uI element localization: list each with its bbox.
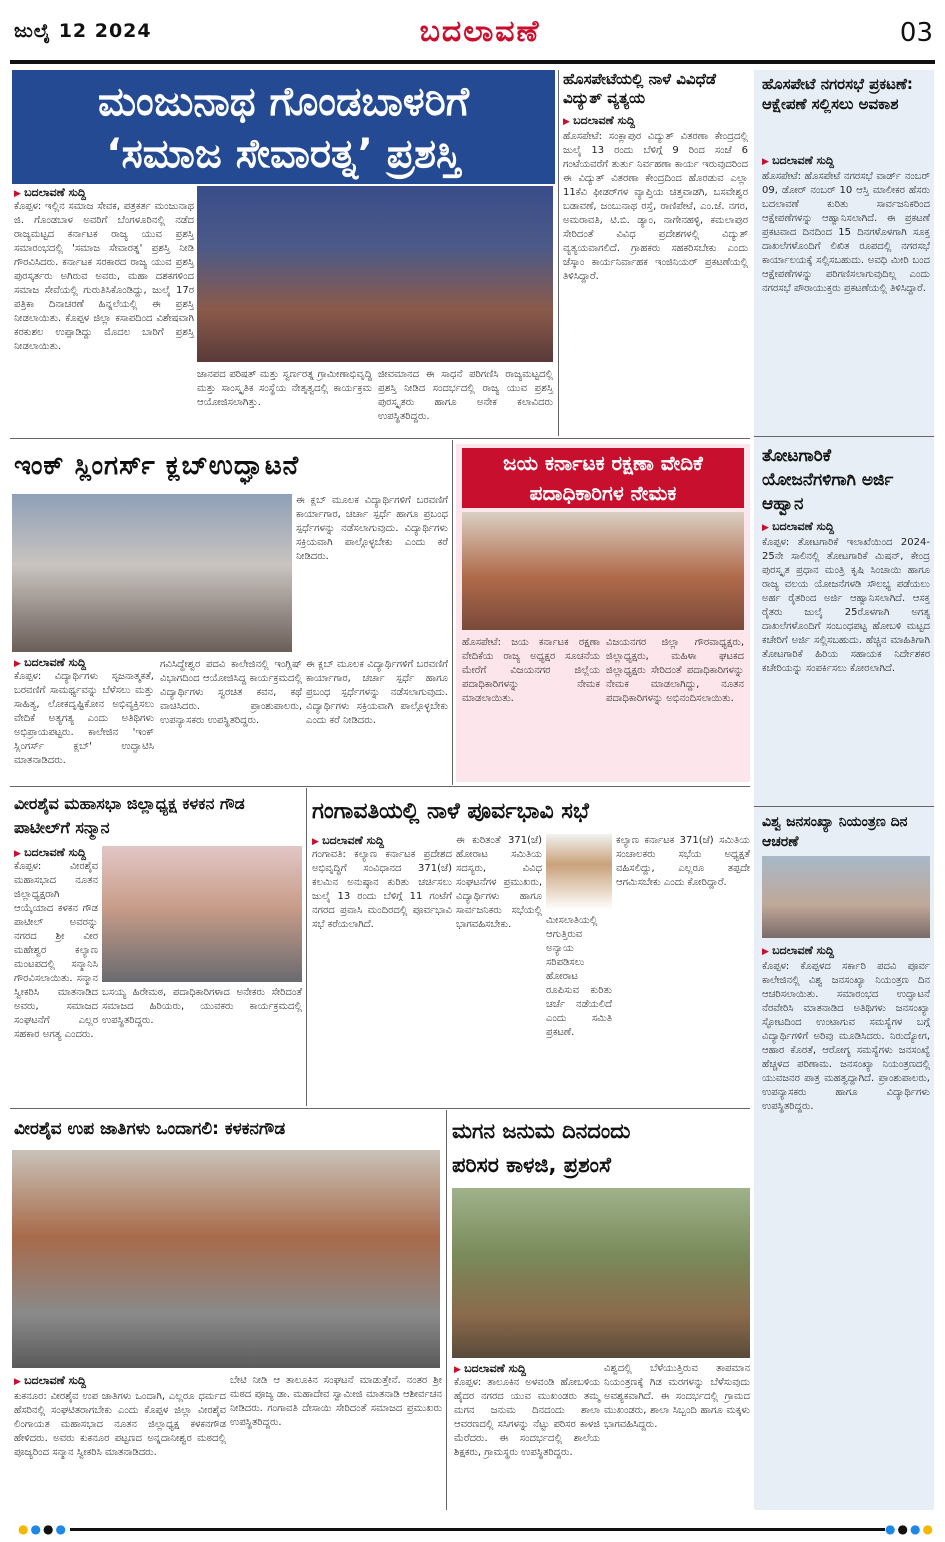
column-divider-4 bbox=[446, 1110, 447, 1510]
sidebar-divider bbox=[754, 436, 934, 437]
ink-slingers-body-1: ಕೊಪ್ಪಳ: ವಿದ್ಯಾರ್ಥಿಗಳು ಸೃಜನಾತ್ಮಕತೆ, ಬರವಣಿಗೆ ಸಾಮರ್ಥ್ಯವನ್ನು ಬೆಳೆಸಲು ಮತ್ತು ಸಾಹಿತ್ಯ, ಲೋಕದೃಷ್ಟಿಕೋನ ಅಭಿವ್ಯಕ್ತಿಸಲು ವೇದಿಕೆ ಅತ್ಯಗತ್ಯ ಎಂದು ಅತಿಥಿಗಳು ಅಭಿಪ್ರಾಯಪಟ್ಟರು. ಕಾಲೇಜಿನ 'ಇಂಕ್ ಸ್ಲಿಂಗರ್ಸ್ ಕ್ಲಬ್' ಉದ್ಘಾಟಿಸಿ ಮಾತನಾಡಿದರು. bbox=[14, 671, 154, 766]
nagarasabhe-headline: ಹೊಸಪೇಟೆ ನಗರಸಭೆ ಪ್ರಕಟಣೆ: ಆಕ್ಷೇಪಣೆ ಸಲ್ಲಿಸಲು ಅವಕಾಶ bbox=[762, 75, 913, 113]
gangavati-byline: ▶ ಬದಲಾವಣೆ ಸುದ್ದಿ bbox=[312, 834, 452, 848]
manjunath-award-photo bbox=[197, 186, 553, 362]
manjunath-headline-box bbox=[12, 70, 555, 184]
nagarasabhe-body: ಹೊಸಪೇಟೆ: ಹೊಸಪೇಟೆ ನಗರಸಭೆ ವಾರ್ಡ್ ನಂಬರ್ 09, ಡೋರ್ ನಂಬರ್ 10 ಆಸ್ತಿ ಮಾಲೀಕರ ಹೆಸರು ಬದಲಾವಣೆ ಕುರಿತು ಸಾರ್ವಜನಿಕರಿಂದ ಆಕ್ಷೇಪಣೆಗಳನ್ನು ಆಹ್ವಾನಿಸಲಾಗಿದೆ. ಈ ಪ್ರಕಟಣೆ ಪ್ರಕಟವಾದ ದಿನದಿಂದ 15 ದಿನಗಳೊಳಗಾಗಿ ಸೂಕ್ತ ದಾಖಲೆಗಳೊಂದಿಗೆ ಲಿಖಿತ ರೂಪದಲ್ಲಿ ನಗರಸಭೆ ಕಾರ್ಯಾಲಯಕ್ಕೆ ಸಲ್ಲಿಸಬಹುದು. ಅವಧಿ ಮೀರಿ ಬಂದ ಆಕ್ಷೇಪಣೆಗಳನ್ನು ಪರಿಗಣಿಸಲಾಗುವುದಿಲ್ಲ ಎಂದು ನಗರಸಭೆ ಪೌರಾಯುಕ್ತರು ಪ್ರಕಟಣೆಯಲ್ಲಿ ತಿಳಿಸಿದ್ದಾರೆ. bbox=[762, 171, 930, 294]
masthead-logo: ಬದಲಾವಣೆ bbox=[419, 14, 541, 49]
janma-headline-line1: ಮಗನ ಜನುಮ ದಿನದಂದು bbox=[452, 1119, 631, 1143]
ink-slingers-photo bbox=[12, 494, 292, 652]
janasankhye-body: ಕೊಪ್ಪಳ: ಕೊಪ್ಪಳದ ಸರ್ಕಾರಿ ಪದವಿ ಪೂರ್ವ ಕಾಲೇಜಿನಲ್ಲಿ ವಿಶ್ವ ಜನಸಂಖ್ಯಾ ನಿಯಂತ್ರಣ ದಿನ ಆಚರಿಸಲಾಯಿತು. ಸಮಾರಂಭದ ಉದ್ಘಾಟನೆ ನೆರವೇರಿಸಿ ಮಾತನಾಡಿದ ಅತಿಥಿಗಳು ಜನಸಂಖ್ಯಾ ಸ್ಫೋಟದಿಂದ ಉಂಟಾಗುವ ಸಮಸ್ಯೆಗಳ ಬಗ್ಗೆ ವಿದ್ಯಾರ್ಥಿಗಳಿಗೆ ಅರಿವು ಮೂಡಿಸಿದರು. ನಿರುದ್ಯೋಗ, ಆಹಾರ ಕೊರತೆ, ಆರೋಗ್ಯ ಸಮಸ್ಯೆಗಳು ಜನಸಂಖ್ಯೆ ಹೆಚ್ಚಳದ ಪರಿಣಾಮ. ಜನಸಂಖ್ಯಾ ನಿಯಂತ್ರಣದಲ್ಲಿ ಯುವಜನರ ಪಾತ್ರ ಮಹತ್ವದ್ದಾಗಿದೆ. ಪ್ರಾಂಶುಪಾಲರು, ಉಪನ್ಯಾಸಕರು ಹಾಗೂ ವಿದ್ಯಾರ್ಥಿಗಳು ಉಪಸ್ಥಿತರಿದ್ದರು. bbox=[762, 961, 930, 1112]
janasankhye-headline: ವಿಶ್ವ ಜನಸಂಖ್ಯಾ ನಿಯಂತ್ರಣ ದಿನ ಆಚರಣೆ bbox=[762, 814, 908, 850]
gangavati-body-2: ಈ ಕುರಿತಂತೆ 371(ಜೆ) ಹೋರಾಟ ಸಮಿತಿಯ ಸದಸ್ಯರು, ವಿವಿಧ ಸಂಘಟನೆಗಳ ಪ್ರಮುಖರು, ವಿದ್ಯಾರ್ಥಿಗಳು ಹಾಗೂ ಸಾರ್ವಜನಿಕರು ಸಭೆಯಲ್ಲಿ ಭಾಗವಹಿಸಬೇಕು. bbox=[456, 835, 542, 930]
rakshana-headline-line2: ಪದಾಧಿಕಾರಿಗಳ ನೇಮಕ bbox=[529, 481, 677, 505]
sidebar-divider-2 bbox=[754, 806, 934, 807]
gangavati-body-3: ಮೀಸಲಾತಿಯಲ್ಲಿ ಆಗುತ್ತಿರುವ ಅನ್ಯಾಯ ಸರಿಪಡಿಸಲು ಹೋರಾಟ ರೂಪಿಸುವ ಕುರಿತು ಚರ್ಚೆ ನಡೆಯಲಿದೆ ಎಂದು ಸಮಿತಿ ಪ್ರಕಟಣೆ. bbox=[546, 915, 612, 1038]
row-divider-3 bbox=[10, 1108, 750, 1109]
janma-byline: ▶ ಬದಲಾವಣೆ ಸುದ್ದಿ bbox=[454, 1362, 594, 1376]
upajati-body-2: ಬೇಟಿ ನೀಡಿ ಆ ತಾಲೂಕಿನ ಸಂಘಟನೆ ಮಾಡುತ್ತೇನೆ. ನಂತರ ಶ್ರೀ ಮಠದ ಪೂಜ್ಯ ಡಾ. ಮಹಾದೇವ ಸ್ವಾಮೀಜಿ ಮಾತನಾಡಿ ಆಶೀರ್ವಚನ ನೀಡಿದರು. ಗಂಗಾವತಿ ದೇಸಾಯಿ ಸೇರಿದಂತೆ ಸಮಾಜದ ಪ್ರಮುಖರು ಉಪಸ್ಥಿತರಿದ್ದರು. bbox=[230, 1375, 442, 1428]
janasankhye-byline: ▶ ಬದಲಾವಣೆ ಸುದ್ದಿ bbox=[762, 944, 930, 958]
toatagarike-body: ಕೊಪ್ಪಳ: ತೋಟಗಾರಿಕೆ ಇಲಾಖೆಯಿಂದ 2024-25ನೇ ಸಾಲಿನಲ್ಲಿ ತೋಟಗಾರಿಕೆ ಮಿಷನ್, ಕೇಂದ್ರ ಪುರಸ್ಕೃತ ಪ್ರಧಾನ ಮಂತ್ರಿ ಕೃಷಿ ಸಿಂಚಾಯಿ ಹಾಗೂ ರಾಜ್ಯ ವಲಯ ಯೋಜನೆಗಳಡಿ ಸೌಲಭ್ಯ ಪಡೆಯಲು ಅರ್ಹ ರೈತರಿಂದ ಅರ್ಜಿ ಆಹ್ವಾನಿಸಲಾಗಿದೆ. ಆಸಕ್ತ ರೈತರು ಜುಲೈ 25ರೊಳಗಾಗಿ ಅಗತ್ಯ ದಾಖಲೆಗಳೊಂದಿಗೆ ಸಂಬಂಧಪಟ್ಟ ಹೋಬಳಿ ಮಟ್ಟದ ಕಚೇರಿಗೆ ಅರ್ಜಿ ಸಲ್ಲಿಸಬಹುದು. ಹೆಚ್ಚಿನ ಮಾಹಿತಿಗಾಗಿ ತೋಟಗಾರಿಕೆ ಹಿರಿಯ ಸಹಾಯಕ ನಿರ್ದೇಶಕರ ಕಚೇರಿಯನ್ನು ಸಂಪರ್ಕಿಸಲು ಕೋರಲಾಗಿದೆ. bbox=[762, 537, 930, 674]
upajati-body-1: ಕುಕನೂರ: ವೀರಶೈವ ಉಪ ಜಾತಿಗಳು ಒಂದಾಗಿ, ಎಲ್ಲರೂ ಧರ್ಮದ ಹೆಸರಿನಲ್ಲಿ ಸಂಘಟಿತರಾಗಬೇಕು ಎಂದು ಕೊಪ್ಪಳ ಜಿಲ್ಲಾ ವೀರಶೈವ ಲಿಂಗಾಯತ ಮಹಾಸಭಾದ ನೂತನ ಜಿಲ್ಲಾಧ್ಯಕ್ಷ ಕಳಕನಗೌಡ ಹೇಳಿದರು. ಅವರು ಕುಕನೂರ ಪಟ್ಟಣದ ಅನ್ನದಾನೀಶ್ವರ ಮಠದಲ್ಲಿ ಪೂಜ್ಯರಿಂದ ಸನ್ಮಾನ ಸ್ವೀಕರಿಸಿ ಮಾತನಾಡಿದರು. bbox=[14, 1391, 226, 1458]
gangavati-body-1: ಗಂಗಾವತಿ: ಕಲ್ಯಾಣ ಕರ್ನಾಟಕ ಪ್ರದೇಶದ ಅಭಿವೃದ್ಧಿಗೆ ಸಂವಿಧಾನದ 371(ಜೆ) ಕಲಮಿನ ಅನುಷ್ಠಾನ ಕುರಿತು ಚರ್ಚಿಸಲು ಜುಲೈ 13 ರಂದು ಬೆಳಿಗ್ಗೆ 11 ಗಂಟೆಗೆ ನಗರದ ಪ್ರವಾಸಿ ಮಂದಿರದಲ್ಲಿ ಪೂರ್ವಭಾವಿ ಸಭೆ ಕರೆಯಲಾಗಿದೆ. bbox=[312, 849, 452, 930]
manjunath-body-2: ಜಾನಪದ ಪರಿಷತ್ ಮತ್ತು ಸ್ವರ್ಣರತ್ನ ಗ್ರಾಮೀಣಾಭಿವೃದ್ಧಿ ಮತ್ತು ಸಾಂಸ್ಕೃತಿಕ ಸಂಸ್ಥೆಯ ನೇತೃತ್ವದಲ್ಲಿ ಕಾರ್ಯಕ್ರಮ ಆಯೋಜಿಸಲಾಗಿತ್ತು. bbox=[197, 369, 372, 408]
ink-slingers-body-3b: ಈ ಕ್ಲಬ್ ಮೂಲಕ ವಿದ್ಯಾರ್ಥಿಗಳಿಗೆ ಬರವಣಿಗೆ ಕಾರ್ಯಾಗಾರ, ಚರ್ಚಾ ಸ್ಪರ್ಧೆ ಹಾಗೂ ಪ್ರಬಂಧ ಸ್ಪರ್ಧೆಗಳನ್ನು ನಡೆಸಲಾಗುವುದು. ವಿದ್ಯಾರ್ಥಿಗಳು ಸಕ್ರಿಯವಾಗಿ ಪಾಲ್ಗೊಳ್ಳಬೇಕು ಎಂದು ಕರೆ ನೀಡಿದರು. bbox=[306, 659, 448, 726]
row-divider-2 bbox=[10, 786, 750, 787]
manjunath-body-1: ಕೊಪ್ಪಳ: ಇಲ್ಲಿನ ಸಮಾಜ ಸೇವಕ, ಪತ್ರಕರ್ತ ಮಂಜುನಾಥ ಜಿ. ಗೊಂಡಬಾಳ ಅವರಿಗೆ ಬೆಂಗಳೂರಿನಲ್ಲಿ ನಡೆದ ರಾಜ್ಯಮಟ್ಟದ ಕರ್ನಾಟಕ ರಾಜ್ಯ ಯುವ ಪ್ರಶಸ್ತಿ ಸಮಾರಂಭದಲ್ಲಿ 'ಸಮಾಜ ಸೇವಾರತ್ನ' ಪ್ರಶಸ್ತಿ ನೀಡಿ ಗೌರವಿಸಿದರು. ಕರ್ನಾಟಕ ಸರಕಾರದ ರಾಜ್ಯ ಯುವ ಪ್ರಶಸ್ತಿ ಪುರಸ್ಕರ್ತರು ಅಗಿರುವ ಅವರು, ಮಹಾ ದಶಕಗಳಿಂದ ಸಮಾಜ ಸೇವೆಯಲ್ಲಿ ಗುರುತಿಸಿಕೊಂಡಿದ್ದು, ಜುಲೈ 17ರ ಪತ್ರಿಕಾ ದಿನಾಚರಣೆ ಹಿನ್ನಲೆಯಲ್ಲಿ ಈ ಪ್ರಶಸ್ತಿ ನೀಡಲಾಯಿತು. ಕೊಪ್ಪಳ ಜಿಲ್ಲಾ ಕಸಾಪದಿಂದ ವಿಶೇಷವಾಗಿ ಕರಕುಶಲ ಉಪ್ಪಾಡಿದ್ದು ಮೊದಲ ಬಾರಿಗೆ ಪ್ರಶಸ್ತಿ ನೀಡಲಾಯಿತು. bbox=[14, 201, 194, 352]
janma-headline bbox=[452, 1114, 750, 1182]
hospet-power-headline: ಹೊಸಪೇಟೆಯಲ್ಲಿ ನಾಳೆ ವಿವಿಧೆಡೆ ವಿದ್ಯುತ್ ವ್ಯತ್ಯಯ bbox=[563, 70, 717, 107]
page-number: 03 bbox=[899, 18, 933, 48]
rakshana-headline-box bbox=[462, 448, 744, 508]
ink-slingers-byline: ▶ ಬದಲಾವಣೆ ಸುದ್ದಿ bbox=[14, 656, 154, 670]
column-divider-3 bbox=[306, 788, 307, 1106]
hospet-power-byline: ▶ ಬದಲಾವಣೆ ಸುದ್ದಿ bbox=[563, 114, 748, 128]
toatagarike-byline: ▶ ಬದಲಾವಣೆ ಸುದ್ದಿ bbox=[762, 520, 930, 534]
gangavati-body-4: ಕಲ್ಯಾಣ ಕರ್ನಾಟಕ 371(ಜೆ) ಸಮಿತಿಯ ಸಂಚಾಲಕರು ಸಭೆಯ ಅಧ್ಯಕ್ಷತೆ ವಹಿಸಲಿದ್ದು, ಎಲ್ಲರೂ ತಪ್ಪದೇ ಆಗಮಿಸಬೇಕು ಎಂದು ಕೋರಿದ್ದಾರೆ. bbox=[616, 835, 750, 888]
janasankhye-photo bbox=[762, 856, 930, 938]
toatagarike-headline: ತೋಟಗಾರಿಕೆ ಯೋಜನೆಗಳಿಗಾಗಿ ಅರ್ಜಿ ಆಹ್ವಾನ bbox=[762, 446, 894, 514]
kalakana-body-1: ಕೊಪ್ಪಳ: ವೀರಶೈವ ಮಹಾಸಭಾದ ನೂತನ ಜಿಲ್ಲಾಧ್ಯಕ್ಷರಾಗಿ ಆಯ್ಕೆಯಾದ ಕಳಕನ ಗೌಡ ಪಾಟೀಲ್ ಅವರನ್ನು ನಗರದ ಶ್ರೀ ವೀರ ಮಹೇಶ್ವರ ಕಲ್ಯಾಣ ಮಂಟಪದಲ್ಲಿ ಸನ್ಮಾನಿಸಿ ಗೌರವಿಸಲಾಯಿತು. ಸನ್ಮಾನ ಸ್ವೀಕರಿಸಿ ಮಾತನಾಡಿದ ಅವರು, ಸಮಾಜದ ಸಂಘಟನೆಗೆ ಎಲ್ಲರ ಸಹಕಾರ ಅಗತ್ಯ ಎಂದರು. bbox=[14, 861, 98, 1040]
upajati-byline: ▶ ಬದಲಾವಣೆ ಸುದ್ದಿ bbox=[14, 1374, 214, 1388]
footer-dots-right: ●●●● bbox=[885, 1522, 935, 1536]
kalakana-body-2: ಬಸಯ್ಯ ಹಿರೇಮಠ, ಪದಾಧಿಕಾರಿಗಳಾದ ಅನೇಕರು ಸೇರಿದಂತೆ ಸಮಾಜದ ಹಿರಿಯರು, ಯುವಕರು ಕಾರ್ಯಕ್ರಮದಲ್ಲಿ ಉಪಸ್ಥಿತರಿದ್ದರು. bbox=[102, 987, 302, 1026]
kalakana-photo bbox=[102, 846, 302, 982]
hospet-power-body: ಹೊಸಪೇಟೆ: ಸಂಕ್ಲಾಪುರ ವಿದ್ಯುತ್ ವಿತರಣಾ ಕೇಂದ್ರದಲ್ಲಿ ಜುಲೈ 13 ರಂದು ಬೆಳಿಗ್ಗೆ 9 ರಿಂದ ಸಂಜೆ 6 ಗಂಟೆಯವರೆಗೆ ತುರ್ತು ನಿರ್ವಹಣಾ ಕಾರ್ಯ ಇರುವುದರಿಂದ ಈ ವಿದ್ಯುತ್ ವಿತರಣಾ ಕೇಂದ್ರದಿಂದ ಹೊರಡುವ ಎಲ್ಲಾ 11ಕೆವಿ ಫೀಡರ್‌ಗಳ ವ್ಯಾಪ್ತಿಯ ಚಿತ್ತವಾಡಗಿ, ಬಸವೇಶ್ವರ ಬಡಾವಣೆ, ಜಂಬುನಾಥ ರಸ್ತೆ, ರಾಣಿಪೇಟೆ, ಎಂ.ಜೆ. ನಗರ, ಅಮರಾವತಿ, ಟಿ.ಬಿ. ಡ್ಯಾಂ, ನಾಗೇನಹಳ್ಳಿ, ಕಮಲಾಪುರ ಸೇರಿದಂತೆ ವಿವಿಧ ಪ್ರದೇಶಗಳಲ್ಲಿ ವಿದ್ಯುತ್ ವ್ಯತ್ಯಯವಾಗಲಿದೆ. ಗ್ರಾಹಕರು ಸಹಕರಿಸಬೇಕು ಎಂದು ಜೆಸ್ಕಾಂ ಕಾರ್ಯನಿರ್ವಾಹಕ ಇಂಜಿನಿಯರ್ ಪ್ರಕಟಣೆಯಲ್ಲಿ ತಿಳಿಸಿದ್ದಾರೆ. bbox=[563, 131, 748, 282]
upajati-headline: ವೀರಶೈವ ಉಪ ಜಾತಿಗಳು ಒಂದಾಗಲಿ: ಕಳಕನಗೌಡ bbox=[14, 1119, 286, 1139]
janma-body-2: ವಿಶ್ವದಲ್ಲಿ ಬೆಳೆಯುತ್ತಿರುವ ತಾಪಮಾನ ನಿಯಂತ್ರಣಕ್ಕೆ ಗಿಡ ಮರಗಳನ್ನು ಬೆಳೆಸುವುದು ಅವಶ್ಯಕವಾಗಿದೆ. ಈ ಸಂದರ್ಭದಲ್ಲಿ ಗ್ರಾಮದ ಮುಖಂಡರು, ಶಾಲಾ ಸಿಬ್ಬಂದಿ ಹಾಗೂ ಮಕ್ಕಳು ಭಾಗವಹಿಸಿದ್ದರು. bbox=[604, 1363, 750, 1430]
manjunath-body-3: ಜೀವಮಾನದ ಈ ಸಾಧನೆ ಪರಿಗಣಿಸಿ ರಾಜ್ಯಮಟ್ಟದಲ್ಲಿ ಪ್ರಶಸ್ತಿ ನೀಡಿದ ಸಂದರ್ಭದಲ್ಲಿ ರಾಜ್ಯ ಯುವ ಪ್ರಶಸ್ತಿ ಪುರಸ್ಕೃತರು ಹಾಗೂ ಅನೇಕ ಕಲಾವಿದರು ಉಪಸ್ಥಿತರಿದ್ದರು. bbox=[378, 369, 553, 422]
janma-photo bbox=[452, 1188, 750, 1358]
gangavati-portrait bbox=[546, 834, 612, 910]
manjunath-byline: ▶ ಬದಲಾವಣೆ ಸುದ್ದಿ bbox=[14, 186, 194, 200]
ink-slingers-body-2: ಗವಿಸಿದ್ಧೇಶ್ವರ ಪದವಿ ಕಾಲೇಜಿನಲ್ಲಿ ಇಂಗ್ಲಿಷ್ ವಿಭಾಗದಿಂದ ಆಯೋಜಿಸಿದ್ದ ಕಾರ್ಯಕ್ರಮದಲ್ಲಿ ವಿದ್ಯಾರ್ಥಿಗಳು ಸ್ವರಚಿತ ಕವನ, ಕಥೆ ವಾಚಿಸಿದರು. ಪ್ರಾಂಶುಪಾಲರು, ಉಪನ್ಯಾಸಕರು ಉಪಸ್ಥಿತರಿದ್ದರು. bbox=[160, 659, 302, 726]
column-divider bbox=[558, 70, 559, 436]
kalakana-headline: ವೀರಶೈವ ಮಹಾಸಭಾ ಜಿಲ್ಲಾಧ್ಯಕ್ಷ ಕಳಕನ ಗೌಡ ಪಾಟೀಲ್‌ಗೆ ಸನ್ಮಾನ bbox=[14, 794, 245, 837]
rakshana-body-1: ಹೊಸಪೇಟೆ: ಜಯ ಕರ್ನಾಟಕ ರಕ್ಷಣಾ ವೇದಿಕೆಯ ರಾಜ್ಯ ಅಧ್ಯಕ್ಷರ ಸೂಚನೆಯ ಮೇರೆಗೆ ವಿಜಯನಗರ ಜಿಲ್ಲೆಯ ಪದಾಧಿಕಾರಿಗಳನ್ನು ನೇಮಕ ಮಾಡಲಾಯಿತು. bbox=[462, 637, 600, 704]
footer-dots-left: ●●●● bbox=[18, 1522, 68, 1536]
gangavati-headline: ಗಂಗಾವತಿಯಲ್ಲಿ ನಾಳೆ ಪೂರ್ವಭಾವಿ ಸಭೆ bbox=[312, 799, 589, 824]
rakshana-headline-line1: ಜಯ ಕರ್ನಾಟಕ ರಕ್ಷಣಾ ವೇದಿಕೆ bbox=[503, 451, 703, 475]
row-divider bbox=[10, 438, 750, 439]
ink-slingers-headline: ಇಂಕ್ ಸ್ಲಿಂಗರ್ಸ್ ಕ್ಲಬ್‌ಉದ್ಘಾಟನೆ bbox=[14, 451, 300, 481]
ink-slingers-body-3: ಈ ಕ್ಲಬ್ ಮೂಲಕ ವಿದ್ಯಾರ್ಥಿಗಳಿಗೆ ಬರವಣಿಗೆ ಕಾರ್ಯಾಗಾರ, ಚರ್ಚಾ ಸ್ಪರ್ಧೆ ಹಾಗೂ ಪ್ರಬಂಧ ಸ್ಪರ್ಧೆಗಳನ್ನು ನಡೆಸಲಾಗುವುದು. ವಿದ್ಯಾರ್ಥಿಗಳು ಸಕ್ರಿಯವಾಗಿ ಪಾಲ್ಗೊಳ್ಳಬೇಕು ಎಂದು ಕರೆ ನೀಡಿದರು. bbox=[296, 495, 448, 562]
nagarasabhe-byline: ▶ ಬದಲಾವಣೆ ಸುದ್ದಿ bbox=[762, 154, 930, 168]
janma-headline-line2: ಪರಿಸರ ಕಾಳಜಿ, ಪ್ರಶಂಸೆ bbox=[452, 1153, 611, 1177]
upajati-photo bbox=[12, 1150, 440, 1368]
manjunath-headline-line1: ಮಂಜುನಾಥ ಗೊಂಡಬಾಳರಿಗೆ bbox=[98, 79, 469, 125]
rakshana-photo bbox=[462, 512, 744, 630]
manjunath-headline-line2: ‘ಸಮಾಜ ಸೇವಾರತ್ನ’ ಪ್ರಶಸ್ತಿ bbox=[106, 131, 461, 177]
janma-body-1: ಕೊಪ್ಪಳ: ತಾಲೂಕಿನ ಅಳವಂಡಿ ಹೋಬಳಿಯ ಹೈದರ ನಗರದ ಯುವ ಮುಖಂಡರು ತಮ್ಮ ಮಗನ ಜನುಮ ದಿನದಂದು ಶಾಲಾ ಆವರಣದಲ್ಲಿ ಸಸಿಗಳನ್ನು ನೆಟ್ಟು ಪರಿಸರ ಕಾಳಜಿ ಮೆರೆದರು. ಈ ಸಂದರ್ಭದಲ್ಲಿ ಶಾಲೆಯ ಶಿಕ್ಷಕರು, ಗ್ರಾಮಸ್ಥರು ಉಪಸ್ಥಿತರಿದ್ದರು. bbox=[454, 1377, 600, 1458]
kalakana-byline: ▶ ಬದಲಾವಣೆ ಸುದ್ದಿ bbox=[14, 846, 94, 860]
rakshana-body-2: ವಿಜಯನಗರ ಜಿಲ್ಲಾ ಗೌರವಾಧ್ಯಕ್ಷರು, ಜಿಲ್ಲಾಧ್ಯಕ್ಷರು, ಮಹಿಳಾ ಘಟಕದ ಜಿಲ್ಲಾಧ್ಯಕ್ಷರು ಸೇರಿದಂತೆ ಪದಾಧಿಕಾರಿಗಳನ್ನು ನೇಮಕ ಮಾಡಲಾಗಿದ್ದು, ನೂತನ ಪದಾಧಿಕಾರಿಗಳನ್ನು ಅಭಿನಂದಿಸಲಾಯಿತು. bbox=[606, 637, 744, 704]
footer-rule bbox=[70, 1528, 885, 1531]
column-divider-2 bbox=[452, 440, 453, 785]
issue-date: ಜುಲೈ 12 2024 bbox=[14, 20, 152, 42]
header-rule bbox=[10, 60, 935, 64]
